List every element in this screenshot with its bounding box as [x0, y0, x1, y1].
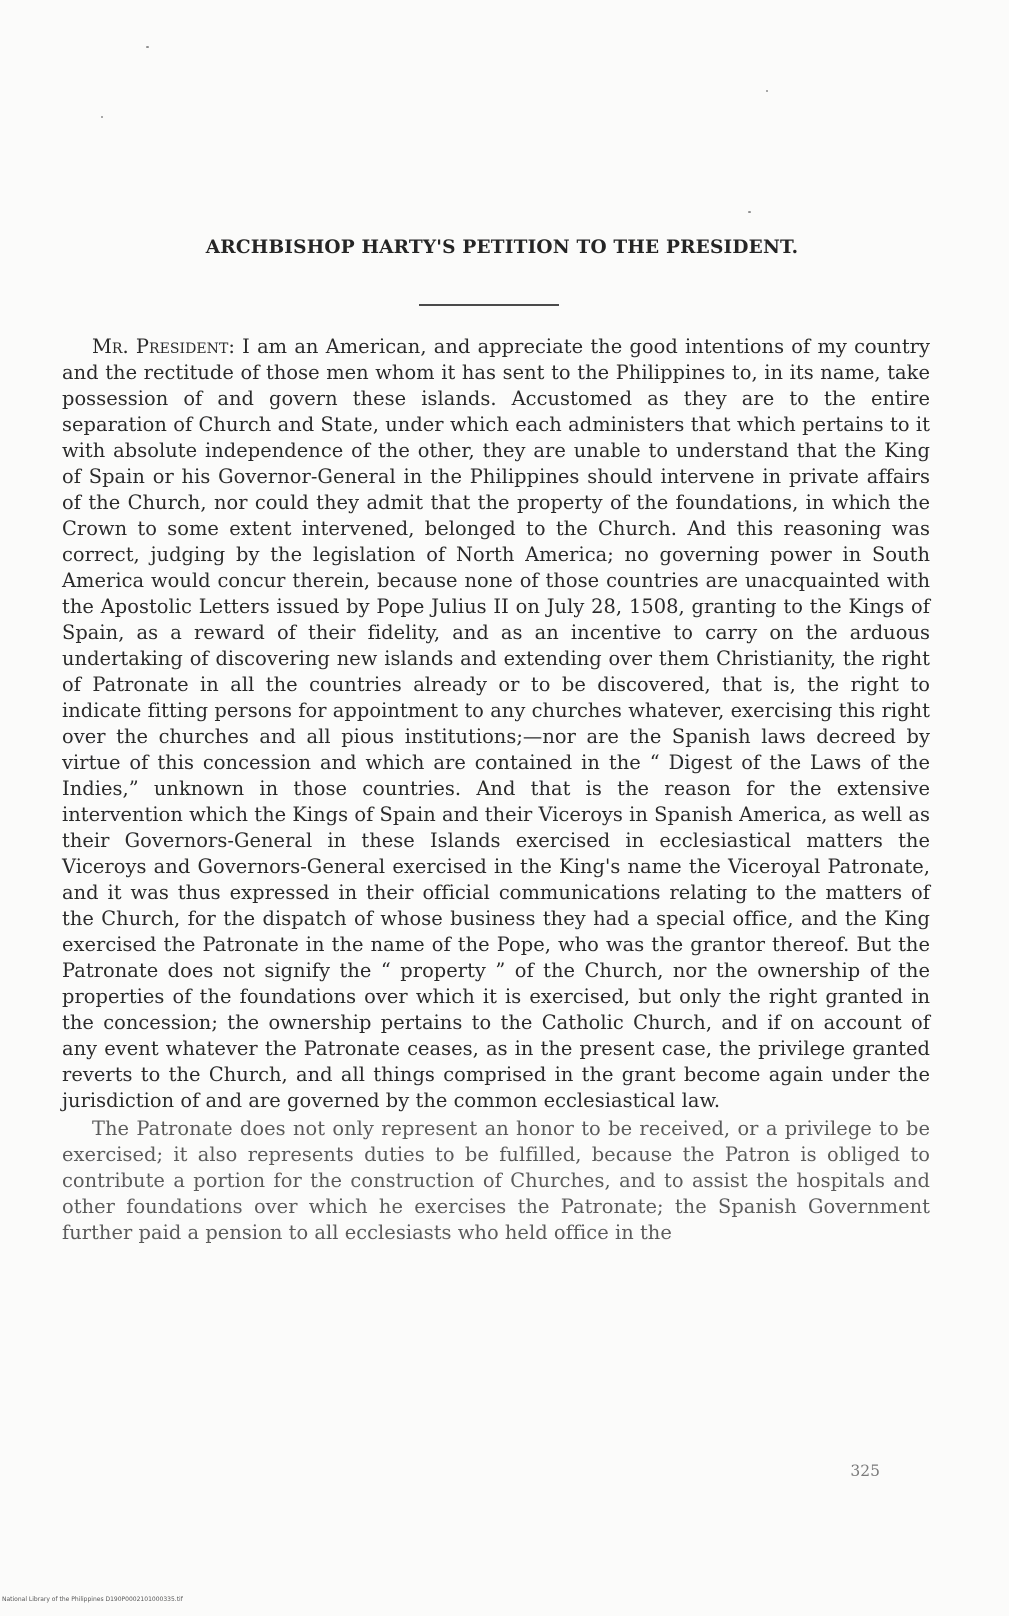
- scan-speck: [146, 46, 149, 48]
- paragraph: [62, 334, 930, 1114]
- paragraph-lead: Mr. President: [92, 335, 229, 358]
- scan-speck: [766, 90, 768, 92]
- paragraph-text: The Patronate does not only represent an honor to be received, or a privilege to be exercised; it also represents duties to be fulfilled, because the Patron is obliged to contribute a portion for the construction of Churches, and to assist the hospitals and other foundations over which he exercises the Patronate; the Spanish Government further paid a pension to all ecclesiasts who held office in the: [62, 1117, 930, 1244]
- scan-footer: National Library of the Philippines D190P0002101000335.tif: [2, 1596, 183, 1603]
- title-divider: [419, 304, 559, 306]
- page-title: ARCHBISHOP HARTY'S PETITION TO THE PRESIDENT.: [205, 237, 799, 258]
- scan-speck: [748, 211, 751, 213]
- paragraph: [62, 1116, 930, 1246]
- paragraph-text: : I am an American, and appreciate the good intentions of my country and the rectitude of those men whom it has sent to the Philippines to, in its name, take possession of and govern these islands. Accustomed as they are to the entire separation of Church and State, under which each administers that which pertains to it with absolute independence of the other, they are unable to understand that the King of Spain or his Governor-General in the Philippines should intervene in private affairs of the Church, nor could they admit that the property of the foundations, in which the Crown to some extent intervened, belonged to the Church. And this reasoning was correct, judging by the legislation of North America; no governing power in South America would concur therein, because none of those countries are unacquainted with the Apostolic Letters issued by Pope Julius II on July 28, 1508, granting to the Kings of Spain, as a reward of their fidelity, and as an incentive to carry on the arduous undertaking of discovering new islands and extending over them Christianity, the right of Patronate in all the countries already or to be discovered, that is, the right to indicate fitting persons for appointment to any churches whatever, exercising this right over the churches and all pious institutions;—nor are the Spanish laws decreed by virtue of this concession and which are contained in the “ Digest of the Laws of the Indies,” unknown in those countries. And that is the reason for the extensive intervention which the Kings of Spain and their Viceroys in Spanish America, as well as their Governors-General in these Islands exercised in ecclesiastical matters the Viceroys and Governors-General exercised in the King's name the Viceroyal Patronate, and it was thus expressed in their official communications relating to the matters of the Church, for the dispatch of whose business they had a special office, and the King exercised the Patronate in the name of the Pope, who was the grantor thereof. But the Patronate does not signify the “ property ” of the Church, nor the ownership of the properties of the foundations over which it is exercised, but only the right granted in the concession; the ownership pertains to the Catholic Church, and if on account of any event whatever the Patronate ceases, as in the present case, the privilege granted reverts to the Church, and all things comprised in the grant become again under the jurisdiction of and are governed by the common ecclesiastical law.: [62, 335, 930, 1112]
- scan-speck: [101, 116, 103, 118]
- page-number: 325: [850, 1462, 880, 1480]
- document-body: [62, 334, 930, 1246]
